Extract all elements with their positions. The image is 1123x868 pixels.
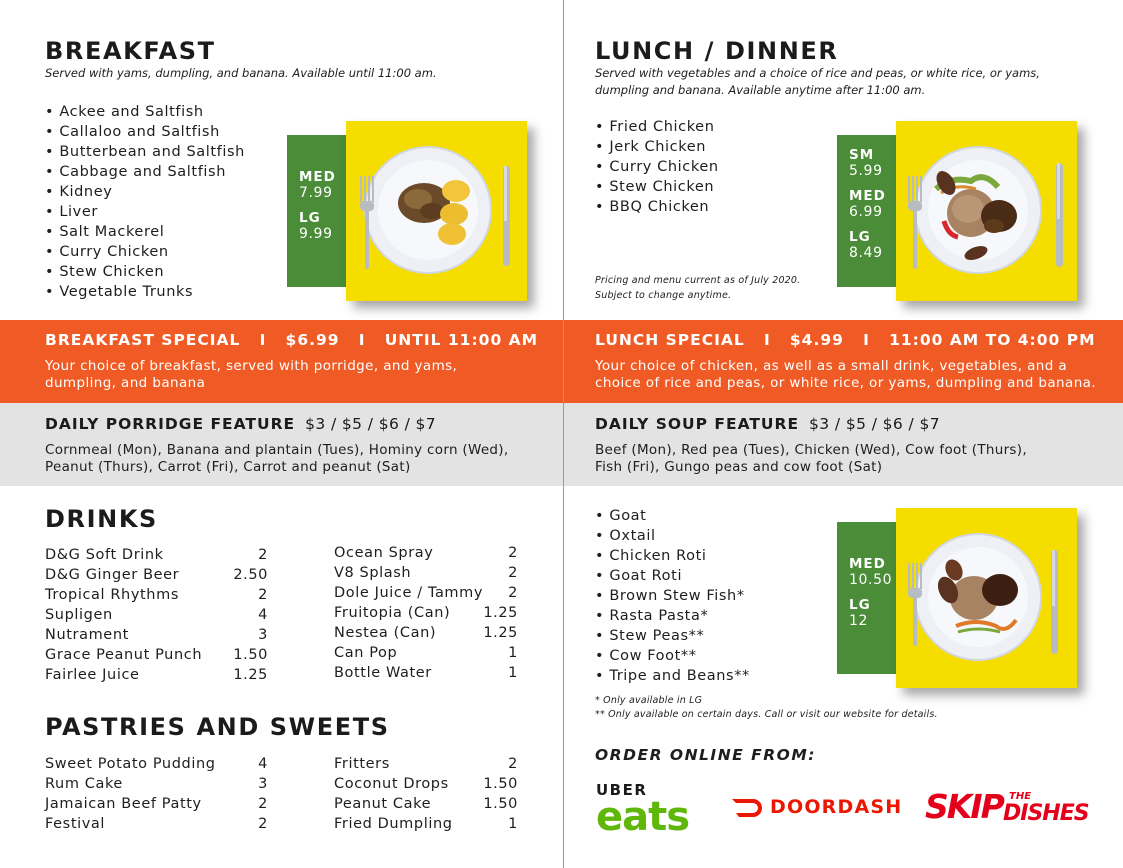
menu-row <box>334 543 518 563</box>
price-label: SM <box>849 147 875 163</box>
item-name: Dole Juice / Tammy <box>334 585 484 601</box>
item-price: 1.25 <box>233 667 268 683</box>
menu-row <box>334 643 518 663</box>
item-price: 1 <box>508 816 518 832</box>
item-price: 1.50 <box>233 647 268 663</box>
menu-item: • Curry Chicken <box>595 157 719 177</box>
menu-item: • Liver <box>45 202 245 222</box>
item-name: Peanut Cake <box>334 796 432 812</box>
pricing-note: Pricing and menu current as of July 2020. <box>595 275 801 286</box>
item-price: 1.25 <box>483 625 518 641</box>
item-name: Grace Peanut Punch <box>45 647 203 663</box>
drinks-column-2 <box>334 543 518 683</box>
pastries-title: PASTRIES AND SWEETS <box>45 713 390 741</box>
item-price: 4 <box>258 607 268 623</box>
price-label: LG <box>849 597 871 613</box>
menu-item: • Curry Chicken <box>45 242 245 262</box>
menu-row <box>334 794 518 814</box>
menu-row <box>45 585 268 605</box>
price-label: MED <box>849 556 886 572</box>
ubereats-logo-top: UBER <box>596 781 648 799</box>
menu-row <box>334 583 518 603</box>
item-name: Coconut Drops <box>334 776 449 792</box>
menu-row <box>334 814 518 834</box>
menu-row <box>45 545 268 565</box>
lunch-price-block <box>837 135 899 287</box>
item-name: Fruitopia (Can) <box>334 605 451 621</box>
specialties-list <box>595 506 750 686</box>
menu-row <box>45 774 268 794</box>
pastries-column-2 <box>334 754 518 834</box>
menu-row <box>45 665 268 685</box>
item-price: 1.50 <box>483 776 518 792</box>
specialties-price-block <box>837 522 899 674</box>
menu-item: • Oxtail <box>595 526 750 546</box>
menu-item: • Tripe and Beans** <box>595 666 750 686</box>
lunch-list <box>595 117 719 217</box>
menu-row <box>45 754 268 774</box>
dumpling-food <box>442 180 470 202</box>
breakfast-list <box>45 102 245 302</box>
item-name: Bottle Water <box>334 665 432 681</box>
menu-item: • Stew Chicken <box>45 262 245 282</box>
item-price: 2 <box>508 585 518 601</box>
item-price: 2 <box>258 816 268 832</box>
breakfast-special-title: BREAKFAST SPECIAL I $6.99 I UNTIL 11:00 AM <box>45 331 539 349</box>
breakfast-price-block <box>287 135 349 287</box>
knife-icon <box>1056 163 1063 267</box>
item-price: 1 <box>508 645 518 661</box>
menu-item: • BBQ Chicken <box>595 197 719 217</box>
skipthedishes-logo[interactable] <box>925 787 1089 832</box>
order-online-title: ORDER ONLINE FROM: <box>595 746 816 764</box>
menu-item: • Callaloo and Saltfish <box>45 122 245 142</box>
menu-item: • Goat <box>595 506 750 526</box>
price-label: MED <box>849 188 886 204</box>
item-price: 2 <box>508 545 518 561</box>
menu-row <box>45 625 268 645</box>
price-value: 7.99 <box>299 185 333 201</box>
menu-row <box>45 794 268 814</box>
item-price: 2 <box>258 547 268 563</box>
menu-item: • Cabbage and Saltfish <box>45 162 245 182</box>
doordash-logo-text: DOORDASH <box>770 796 903 818</box>
item-name: D&G Ginger Beer <box>45 567 180 583</box>
price-value: 6.99 <box>849 204 883 220</box>
menu-item: • Salt Mackerel <box>45 222 245 242</box>
porridge-feature-title <box>45 415 436 433</box>
breakfast-title: BREAKFAST <box>45 37 216 65</box>
soup-feature-text: Beef (Mon), Red pea (Tues), Chicken (Wed), Cow foot (Thurs), Fish (Fri), Gungo peas and cow foot (Sat) <box>595 442 1027 475</box>
menu-row <box>334 774 518 794</box>
drinks-title: DRINKS <box>45 505 158 533</box>
item-name: D&G Soft Drink <box>45 547 164 563</box>
item-price: 1.25 <box>483 605 518 621</box>
soup-feature-prices: $3 / $5 / $6 / $7 <box>809 415 940 433</box>
lunch-plate-photo <box>896 121 1077 301</box>
knife-icon <box>503 166 510 266</box>
pricing-note-2: Subject to change anytime. <box>595 290 732 301</box>
lunch-special-text: Your choice of chicken, as well as a small drink, vegetables, and a choice of rice and peas, or white rice, or yams, dumpling and banana. <box>595 358 1097 391</box>
breakfast-special-text: Your choice of breakfast, served with porridge, and yams, dumpling, and banana <box>45 358 458 391</box>
item-name: Rum Cake <box>45 776 123 792</box>
menu-row <box>45 605 268 625</box>
dumpling-food <box>438 223 466 245</box>
lunch-title: LUNCH / DINNER <box>595 37 839 65</box>
item-name: Nutrament <box>45 627 129 643</box>
item-price: 1 <box>508 665 518 681</box>
skip-logo-text: SKIP <box>925 787 1003 826</box>
menu-row <box>45 814 268 834</box>
menu-item: • Jerk Chicken <box>595 137 719 157</box>
doordash-logo-icon <box>731 796 767 818</box>
menu-item: • Ackee and Saltfish <box>45 102 245 122</box>
menu-row <box>45 565 268 585</box>
column-divider <box>563 0 564 868</box>
menu-item: • Cow Foot** <box>595 646 750 666</box>
note-lg-only: * Only available in LG <box>595 695 703 706</box>
item-price: 3 <box>258 627 268 643</box>
lunch-subtitle: Served with vegetables and a choice of rice and peas, or white rice, or yams, dumpling and banana. Available anytime after 11:00 am. <box>595 66 1040 97</box>
menu-row <box>334 603 518 623</box>
item-price: 4 <box>258 756 268 772</box>
menu-item: • Brown Stew Fish* <box>595 586 750 606</box>
menu-item: • Stew Chicken <box>595 177 719 197</box>
item-price: 2 <box>258 587 268 603</box>
price-value: 5.99 <box>849 163 883 179</box>
doordash-logo[interactable] <box>731 796 902 818</box>
menu-item: • Goat Roti <box>595 566 750 586</box>
menu-item: • Butterbean and Saltfish <box>45 142 245 162</box>
price-label: MED <box>299 169 336 185</box>
price-label: LG <box>299 210 321 226</box>
item-name: Ocean Spray <box>334 545 434 561</box>
menu-item: • Vegetable Trunks <box>45 282 245 302</box>
item-name: Festival <box>45 816 106 832</box>
menu-item: • Rasta Pasta* <box>595 606 750 626</box>
item-price: 2 <box>258 796 268 812</box>
note-certain-days: ** Only available on certain days. Call or visit our website for details. <box>595 709 938 720</box>
item-name: Fritters <box>334 756 390 772</box>
menu-row <box>334 754 518 774</box>
breakfast-subtitle: Served with yams, dumpling, and banana. Available until 11:00 am. <box>45 66 437 80</box>
ubereats-logo[interactable] <box>596 782 708 838</box>
drinks-column-1 <box>45 545 268 685</box>
soup-feature-name: DAILY SOUP FEATURE <box>595 415 800 433</box>
item-name: Fairlee Juice <box>45 667 140 683</box>
item-name: Tropical Rhythms <box>45 587 179 603</box>
knife-icon <box>1051 550 1058 654</box>
specialties-plate-photo <box>896 508 1077 688</box>
menu-row <box>334 663 518 683</box>
menu-item: • Stew Peas** <box>595 626 750 646</box>
item-price: 2 <box>508 756 518 772</box>
porridge-feature-text: Cornmeal (Mon), Banana and plantain (Tues), Hominy corn (Wed), Peanut (Thurs), Carrot (Fri), Carrot and peanut (Sat) <box>45 442 509 475</box>
item-price: 2.50 <box>233 567 268 583</box>
item-price: 1.50 <box>483 796 518 812</box>
pastries-column-1 <box>45 754 268 834</box>
menu-row <box>334 563 518 583</box>
menu-item: • Chicken Roti <box>595 546 750 566</box>
lunch-special-title: LUNCH SPECIAL I $4.99 I 11:00 AM TO 4:00 PM <box>595 331 1096 349</box>
item-name: Fried Dumpling <box>334 816 453 832</box>
item-price: 3 <box>258 776 268 792</box>
menu-row <box>334 623 518 643</box>
item-price: 2 <box>508 565 518 581</box>
porridge-feature-name: DAILY PORRIDGE FEATURE <box>45 415 296 433</box>
porridge-feature-prices: $3 / $5 / $6 / $7 <box>305 415 437 433</box>
menu-item: • Kidney <box>45 182 245 202</box>
menu-row <box>45 645 268 665</box>
price-label: LG <box>849 229 871 245</box>
price-value: 8.49 <box>849 245 883 261</box>
oxtail-food <box>982 574 1018 606</box>
item-name: Supligen <box>45 607 113 623</box>
item-name: Sweet Potato Pudding <box>45 756 216 772</box>
skip-logo-dishes: DISHES <box>1003 801 1089 826</box>
ubereats-logo-bottom: eats <box>596 794 690 840</box>
item-name: V8 Splash <box>334 565 412 581</box>
soup-feature-title <box>595 415 940 433</box>
price-value: 12 <box>849 613 869 629</box>
price-value: 10.50 <box>849 572 893 588</box>
item-name: Nestea (Can) <box>334 625 437 641</box>
breakfast-plate-photo <box>346 121 527 301</box>
dumpling-food <box>440 203 468 225</box>
item-name: Jamaican Beef Patty <box>45 796 202 812</box>
skip-logo-the: THE <box>1009 791 1032 802</box>
menu-item: • Fried Chicken <box>595 117 719 137</box>
item-name: Can Pop <box>334 645 398 661</box>
price-value: 9.99 <box>299 226 333 242</box>
